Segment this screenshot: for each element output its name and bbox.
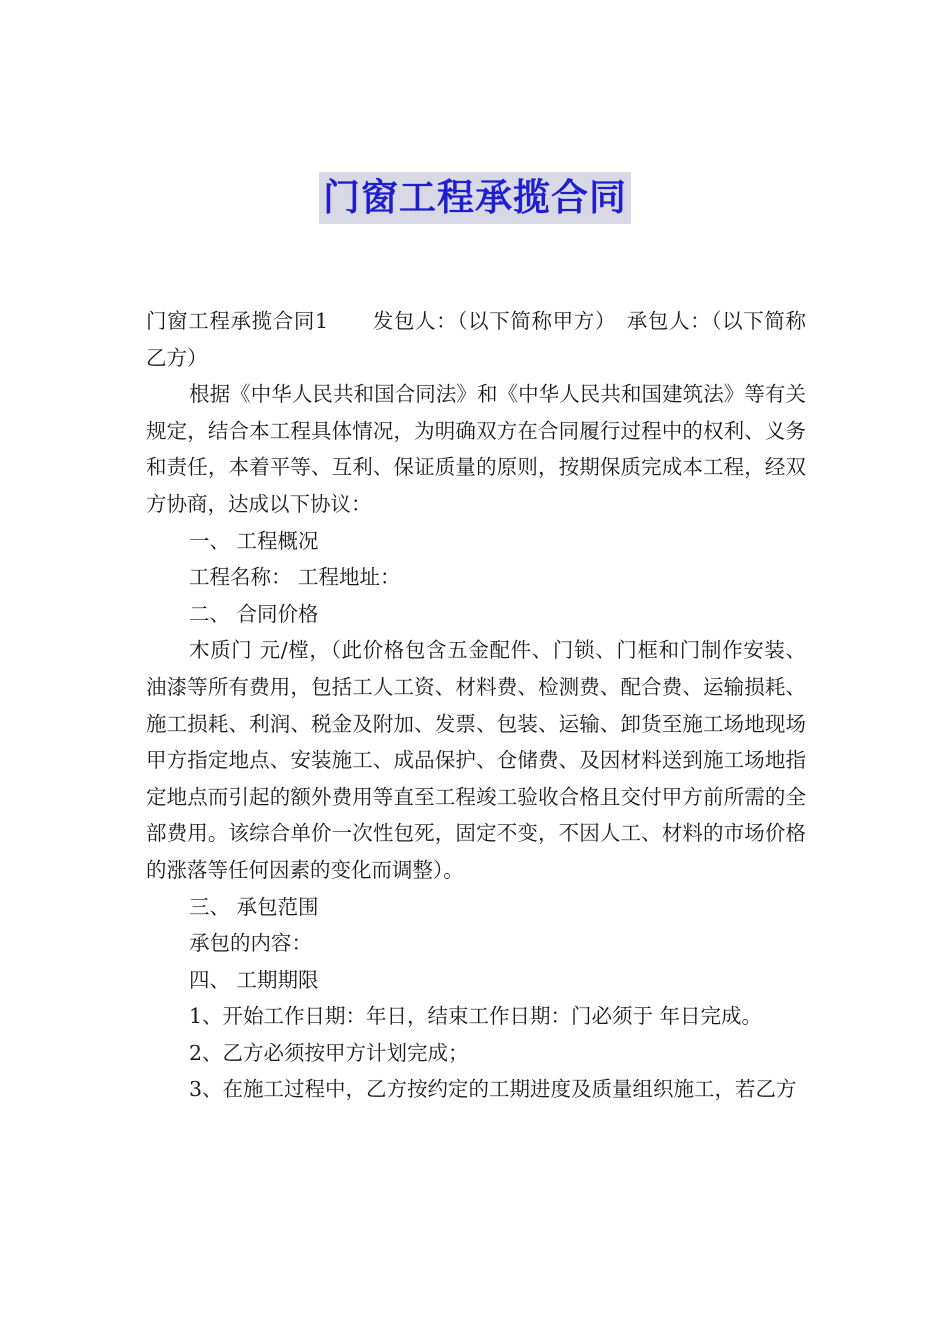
paragraph-duration-item-2: 2、乙方必须按甲方计划完成； [189, 1040, 469, 1065]
paragraph-price-details: 木质门 元/樘，（此价格包含五金配件、门锁、门框和门制作安装、油漆等所有费用，包括工人工资、材料费、检测费、配合费、运输损耗、施工损耗、利润、税金及附加、发票、包装、运输、卸货至施工场地现场甲方指定地点、安装施工、成品保护、仓储费、及因材料送到施工场地指定地点而引起的额外费用等直至工程竣工验收合格且交付甲方前所需的全部费用。该综合单价一次性包死，固定不变，不因人工、材料的市场价格的涨落等任何因素的变化而调整）。 [146, 638, 806, 882]
paragraph-preamble: 根据《中华人民共和国合同法》和《中华人民共和国建筑法》等有关规定，结合本工程具体情况，为明确双方在合同履行过程中的权利、义务和责任，本着平等、互利、保证质量的原则，按期保质完成本工程，经双方协商，达成以下协议： [146, 382, 806, 516]
paragraph-project-name: 工程名称： 工程地址： [189, 565, 401, 590]
paragraph-duration-item-3: 3、在施工过程中，乙方按约定的工期进度及质量组织施工，若乙方 [189, 1077, 797, 1102]
intro-party-a: 发包人：（以下简称甲方） [372, 309, 617, 333]
document-body [146, 303, 806, 1108]
intro-paragraph [146, 303, 806, 376]
heading-contract-price: 二、 合同价格 [189, 601, 319, 626]
intro-party-b: 承包人：（以下简称乙方） [146, 309, 807, 370]
heading-project-overview: 一、 工程概况 [189, 528, 319, 553]
document-title: 门窗工程承揽合同 [319, 172, 631, 224]
paragraph-scope-content: 承包的内容： [189, 931, 312, 956]
heading-contract-scope: 三、 承包范围 [189, 894, 319, 919]
heading-duration: 四、 工期期限 [189, 967, 319, 992]
paragraph-duration-item-1: 1、开始工作日期：年日，结束工作日期：门必须于 年日完成。 [189, 1004, 763, 1029]
title-container [0, 172, 950, 224]
intro-doc-label: 门窗工程承揽合同1 [146, 309, 329, 333]
